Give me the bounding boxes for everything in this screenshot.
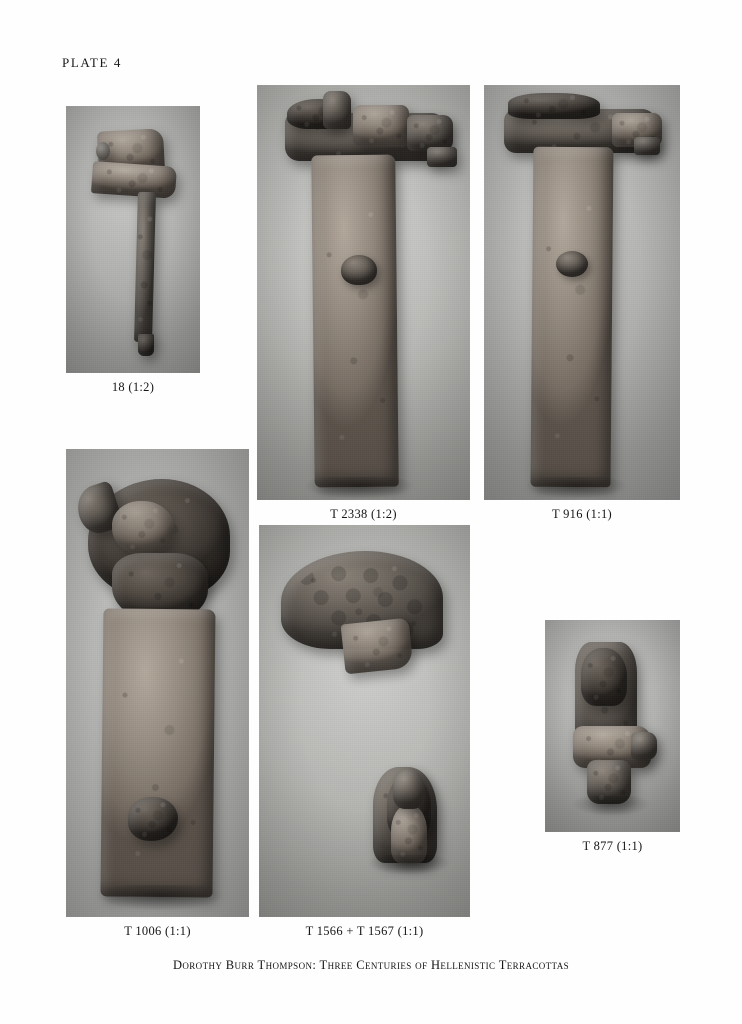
photo-t877 xyxy=(545,620,680,832)
figure-t1006 xyxy=(66,449,249,939)
photo-t916 xyxy=(484,85,680,500)
plate-footer: Dorothy Burr Thompson: Three Centuries of Hellenistic Terracottas xyxy=(172,958,570,972)
photo-t1566-t1567 xyxy=(259,525,470,917)
plate-label: PLATE 4 xyxy=(62,55,122,70)
caption-t877: T 877 (1:1) xyxy=(582,839,643,853)
photo-t1006 xyxy=(66,449,249,917)
figure-t2338 xyxy=(257,85,470,522)
photo-t2338 xyxy=(257,85,470,500)
caption-t1566-t1567: T 1566 + T 1567 (1:1) xyxy=(305,924,424,938)
figure-18 xyxy=(66,106,200,395)
caption-t2338: T 2338 (1:2) xyxy=(330,507,397,521)
caption-t1006: T 1006 (1:1) xyxy=(124,924,191,938)
figure-t1566-t1567 xyxy=(259,525,470,939)
photo-18 xyxy=(66,106,200,373)
caption-t916: T 916 (1:1) xyxy=(551,507,612,521)
figure-t877 xyxy=(545,620,680,854)
caption-18: 18 (1:2) xyxy=(111,380,155,394)
figure-t916 xyxy=(484,85,680,522)
